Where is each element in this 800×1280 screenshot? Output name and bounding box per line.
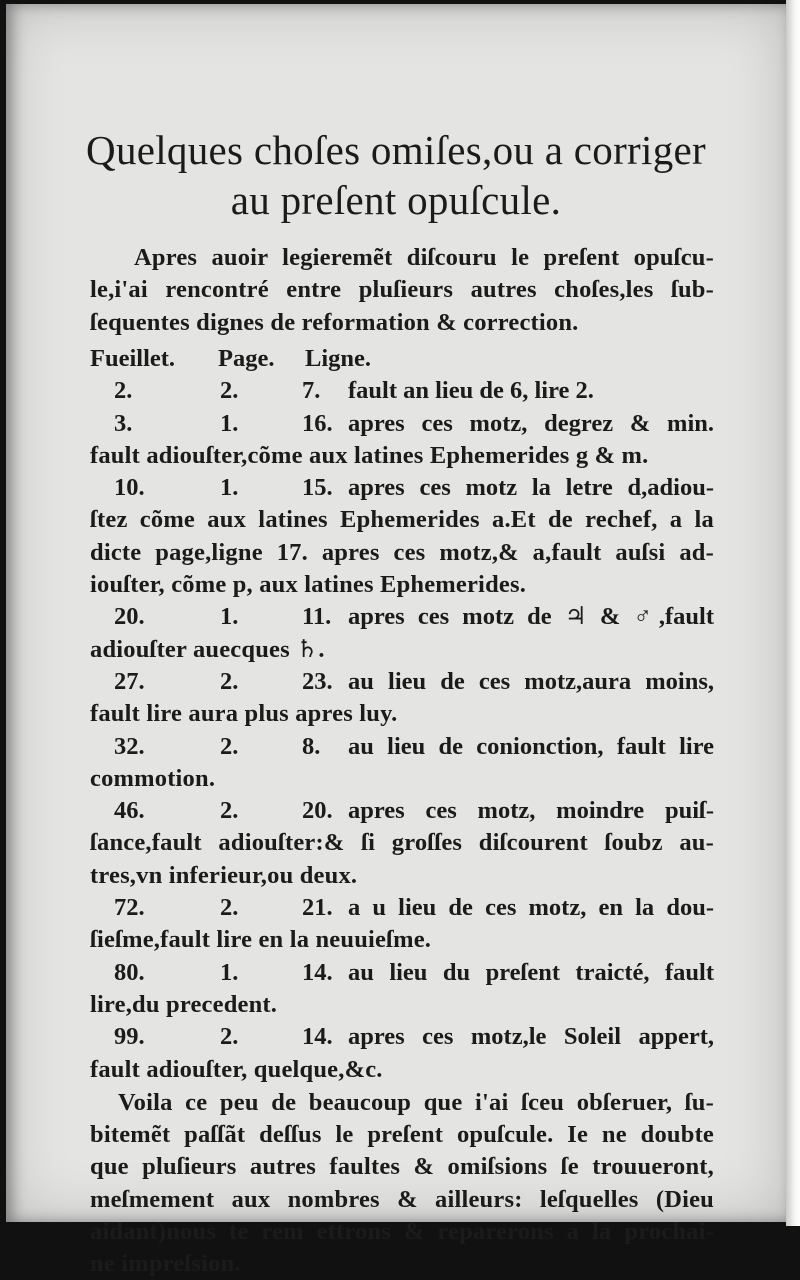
errata-row [90, 892, 714, 924]
closing-line: ne impreſsion. [90, 1250, 241, 1278]
page-cell: 2. [220, 732, 239, 760]
continuation-line: fault lire aura plus apres luy. [90, 700, 398, 728]
page-cell: 1. [220, 409, 239, 437]
continuation-line: commotion. [90, 764, 216, 792]
ligne-cell: 14. [302, 1023, 333, 1051]
closing-line: bitemẽt paſſãt deſſus le preſent opuſcule. Ie ne doubte [90, 1121, 714, 1149]
errata-row [90, 601, 714, 633]
page-cell: 1. [220, 958, 239, 986]
continuation-line: lire,du precedent. [90, 990, 278, 1018]
page-edge [786, 0, 800, 1226]
column-header-ligne: Ligne. [305, 344, 372, 372]
errata-row [90, 1021, 714, 1053]
correction-text: apres ces motz de ♃ & ♂,fault [348, 603, 714, 631]
fueillet-cell: 27. [114, 667, 145, 695]
table-header [90, 343, 714, 375]
correction-text: apres ces motz, degrez & min. [348, 409, 714, 437]
errata-row [90, 408, 714, 440]
closing-line: Voila ce peu de beaucoup que i'ai ſceu obſeruer, ſu- [118, 1088, 714, 1116]
continuation-line: iouſter, cõme p, aux latines Ephemerides. [90, 571, 527, 598]
continuation-line: dicte page,ligne 17. apres ces motz,& a,fault auſsi ad- [90, 538, 714, 566]
page-title-line-2: au preſent opuſcule. [230, 177, 562, 223]
page-cell: 2. [220, 667, 239, 695]
continuation-line: ſieſme,fault lire en la neuuieſme. [90, 926, 432, 954]
fueillet-cell: 99. [114, 1023, 145, 1051]
continuation-line: adiouſter auecques ♄. [90, 635, 325, 663]
correction-text: au lieu de ces motz,aura moins, [348, 667, 714, 695]
book-page [6, 4, 786, 1278]
continuation-line: fault adiouſter, quelque,&c. [90, 1055, 383, 1083]
fueillet-cell: 3. [114, 409, 133, 437]
ligne-cell: 11. [302, 603, 332, 631]
page-title-line-1: Quelques choſes omiſes,ou a corriger [86, 127, 706, 173]
correction-text: au lieu de conionction, fault lire [348, 732, 714, 760]
continuation-line: ſance,fault adiouſter:& ſi groſſes diſcourent ſoubz au- [90, 829, 714, 857]
continuation-line: ſtez cõme aux latines Ephemerides a.Et de rechef, a la [90, 506, 714, 534]
fueillet-cell: 20. [114, 603, 145, 631]
correction-text: apres ces motz,le Soleil appert, [348, 1023, 714, 1051]
intro-line: Apres auoir legieremẽt diſcouru le preſent opuſcu- [134, 244, 714, 271]
correction-text: apres ces motz la letre d,adiou- [348, 474, 714, 502]
column-header-fueillet: Fueillet. [90, 344, 176, 372]
errata-row [90, 472, 714, 504]
fueillet-cell: 80. [114, 958, 145, 986]
closing-line: meſmement aux nombres & ailleurs: leſquelles (Dieu [90, 1185, 714, 1213]
errata-row [90, 795, 714, 827]
column-header-page: Page. [218, 344, 275, 372]
intro-line: le,i'ai rencontré entre pluſieurs autres choſes,les ſub- [90, 276, 714, 304]
closing-line: aidant)nous te rem ettrons & reparerons a la prochai- [90, 1218, 714, 1245]
fueillet-cell: 32. [114, 732, 145, 760]
correction-text: au lieu du preſent traicté, fault [348, 958, 714, 986]
page-cell: 2. [220, 377, 239, 405]
continuation-line: tres,vn inferieur,ou deux. [90, 861, 358, 889]
fueillet-cell: 2. [114, 377, 133, 405]
ligne-cell: 7. [302, 377, 321, 405]
page-cell: 2. [220, 797, 239, 825]
correction-text: apres ces motz, moindre puiſ- [348, 797, 714, 825]
intro-line: ſequentes dignes de reformation & correction. [90, 308, 579, 336]
correction-text: fault an lieu de 6, lire 2. [348, 377, 594, 405]
errata-row [90, 957, 714, 989]
ligne-cell: 8. [302, 732, 321, 760]
fueillet-cell: 10. [114, 474, 145, 502]
ligne-cell: 14. [302, 958, 333, 986]
ligne-cell: 23. [302, 667, 333, 695]
correction-text: a u lieu de ces motz, en la dou- [348, 894, 714, 921]
fueillet-cell: 46. [114, 797, 145, 825]
page-cell: 1. [220, 474, 239, 502]
continuation-line: fault adiouſter,cõme aux latines Ephemerides g & m. [90, 441, 649, 469]
ligne-cell: 15. [302, 474, 333, 502]
ligne-cell: 21. [302, 894, 333, 921]
ligne-cell: 20. [302, 797, 333, 825]
page-cell: 2. [220, 894, 239, 921]
page-cell: 2. [220, 1023, 239, 1051]
errata-row [90, 375, 714, 407]
fueillet-cell: 72. [114, 894, 145, 921]
closing-line: que pluſieurs autres faultes & omiſsions ſe trouueront, [90, 1153, 714, 1181]
page-cell: 1. [220, 603, 239, 631]
ligne-cell: 16. [302, 409, 333, 437]
errata-row [90, 666, 714, 698]
errata-row [90, 731, 714, 763]
